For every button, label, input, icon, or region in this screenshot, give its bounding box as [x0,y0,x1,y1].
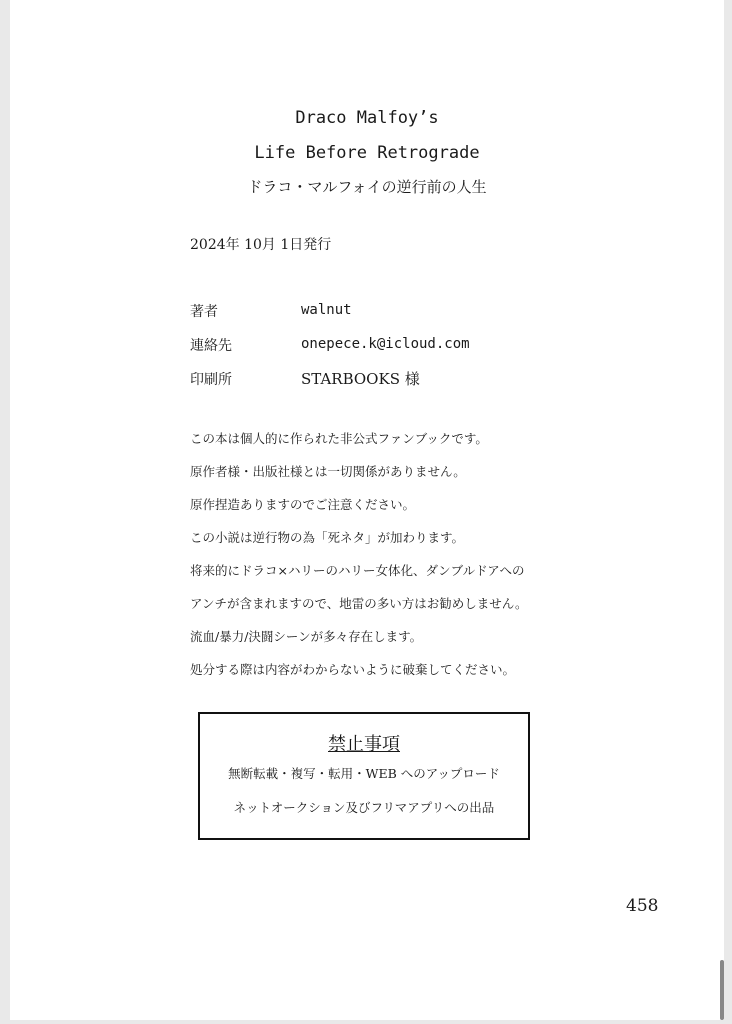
publication-date: 2024年 10月 1日発行 [190,237,332,253]
prohibitions-box [198,712,530,840]
notice-line: アンチが含まれますので、地雷の多い方はお勧めしません。 [190,596,528,611]
title-line-2: Life Before Retrograde [254,143,480,163]
info-value-printer: STARBOOKS 様 [301,370,420,388]
notice-line: 流血/暴力/決闘シーンが多々存在します。 [190,629,423,644]
notice-line: 原作捏造ありますのでご注意ください。 [190,497,416,512]
info-label-author: 著者 [190,304,218,320]
prohibition-item: ネットオークション及びフリマアプリへの出品 [233,800,495,815]
info-label-printer: 印刷所 [190,372,232,388]
info-value-contact: onepece.k@icloud.com [301,336,470,352]
prohibitions-title: 禁止事項 [328,734,400,755]
info-value-author: walnut [301,302,352,318]
notice-line: この本は個人的に作られた非公式ファンブックです。 [190,431,488,446]
document-page [10,0,724,1020]
title-japanese: ドラコ・マルフォイの逆行前の人生 [247,178,487,196]
info-label-contact: 連絡先 [190,338,232,354]
vertical-scrollbar[interactable] [720,960,724,1020]
notice-line: 処分する際は内容がわからないように破棄してください。 [190,662,516,677]
notice-line: 原作者様・出版社様とは一切関係がありません。 [190,464,466,479]
notice-line: 将来的にドラコ×ハリーのハリー女体化、ダンブルドアへの [190,563,525,578]
title-line-1: Draco Malfoy’s [295,108,439,128]
prohibition-item: 無断転載・複写・転用・WEB へのアップロード [228,766,500,781]
notice-line: この小説は逆行物の為「死ネタ」が加わります。 [190,530,465,545]
page-number: 458 [626,896,659,916]
